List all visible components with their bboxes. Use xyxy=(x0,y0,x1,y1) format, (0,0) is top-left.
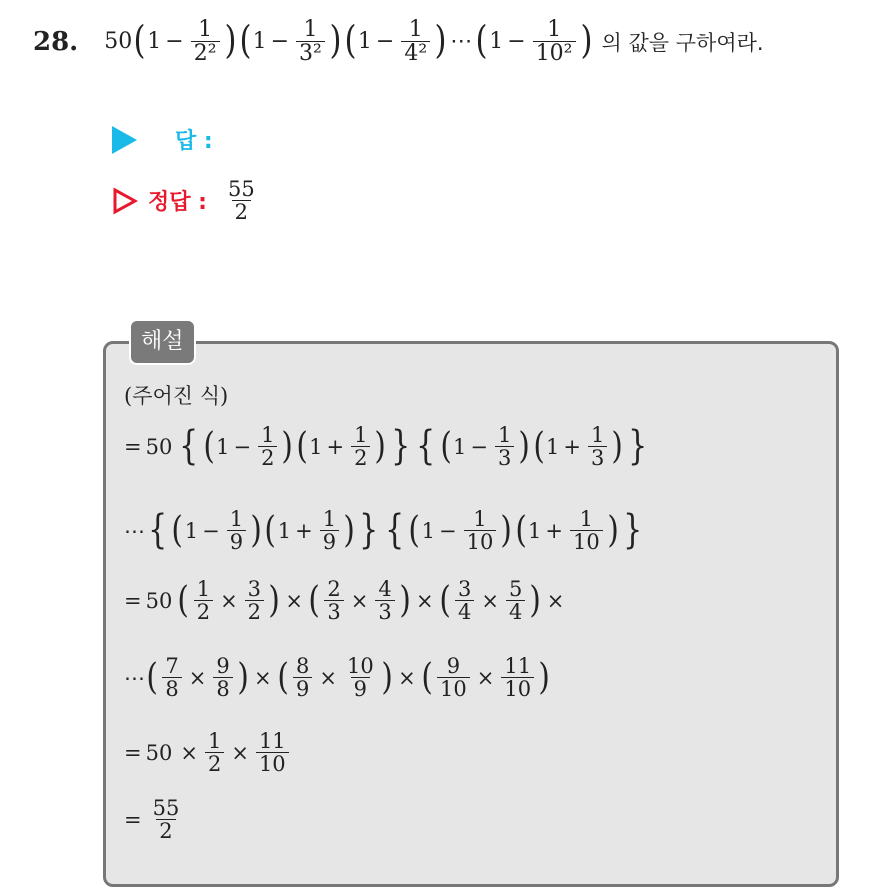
explanation-line-1: (주어진 식) xyxy=(124,384,229,408)
question-number: 28. xyxy=(33,26,79,57)
answer-row xyxy=(112,124,213,155)
answer-label: 답 : xyxy=(175,129,213,154)
question-line xyxy=(33,18,764,65)
correct-answer-value: $\frac{55}{2}$ xyxy=(227,177,255,225)
explanation-line-6: = 50 × $\frac{1}{2}$ × $\frac{11}{10}$ xyxy=(124,730,292,775)
outline-triangle-icon xyxy=(112,187,138,215)
explanation-line-4: = 50 ( $\frac{1}{2}$ × $\frac{3}{2}$ ) × ( $\frac{2}{3}$ × $\frac{4}{3}$ ) × ( $\frac{3}{4}$ × $\frac{5}{4}$ ) × xyxy=(124,577,565,625)
explanation-tab: 해설 xyxy=(129,319,196,365)
explanation-line-7: = $\frac{55}{2}$ xyxy=(124,796,180,844)
correct-answer-row xyxy=(112,178,261,223)
explanation-line-2: = 50 { ( 1 − $\frac{1}{2}$ ) ( 1 + $\frac{1}{2}$ ) } { ( 1 − $\frac{1}{3}$ ) ( 1 + $\frac{1}{3}$ ) } xyxy=(124,422,647,471)
question-expression: 50 ( 1 − $\frac{1}{\text{2²}}$ ) ( 1 − $\frac{1}{\text{3²}}$ ) ( 1 − $\frac{1}{\text{4²}}$ ) ⋯ ( 1 − $\frac{1}{\text{10²}}$ ) xyxy=(104,17,593,67)
play-triangle-icon xyxy=(112,126,137,154)
explanation-line-3: ⋯ { ( 1 − $\frac{1}{9}$ ) ( 1 + $\frac{1}{9}$ ) } { ( 1 − $\frac{1}{10}$ ) ( 1 + $\frac{1}{10}$ ) } xyxy=(124,506,643,555)
question-text: 의 값을 구하여라. xyxy=(601,30,764,55)
explanation-line-5: ⋯ ( $\frac{7}{8}$ × $\frac{9}{8}$ ) × ( $\frac{8}{9}$ × $\frac{10}{9}$ ) × ( $\frac{9}{10}$ × $\frac{11}{10}$ ) xyxy=(124,654,551,702)
correct-label: 정답 : xyxy=(148,190,207,216)
